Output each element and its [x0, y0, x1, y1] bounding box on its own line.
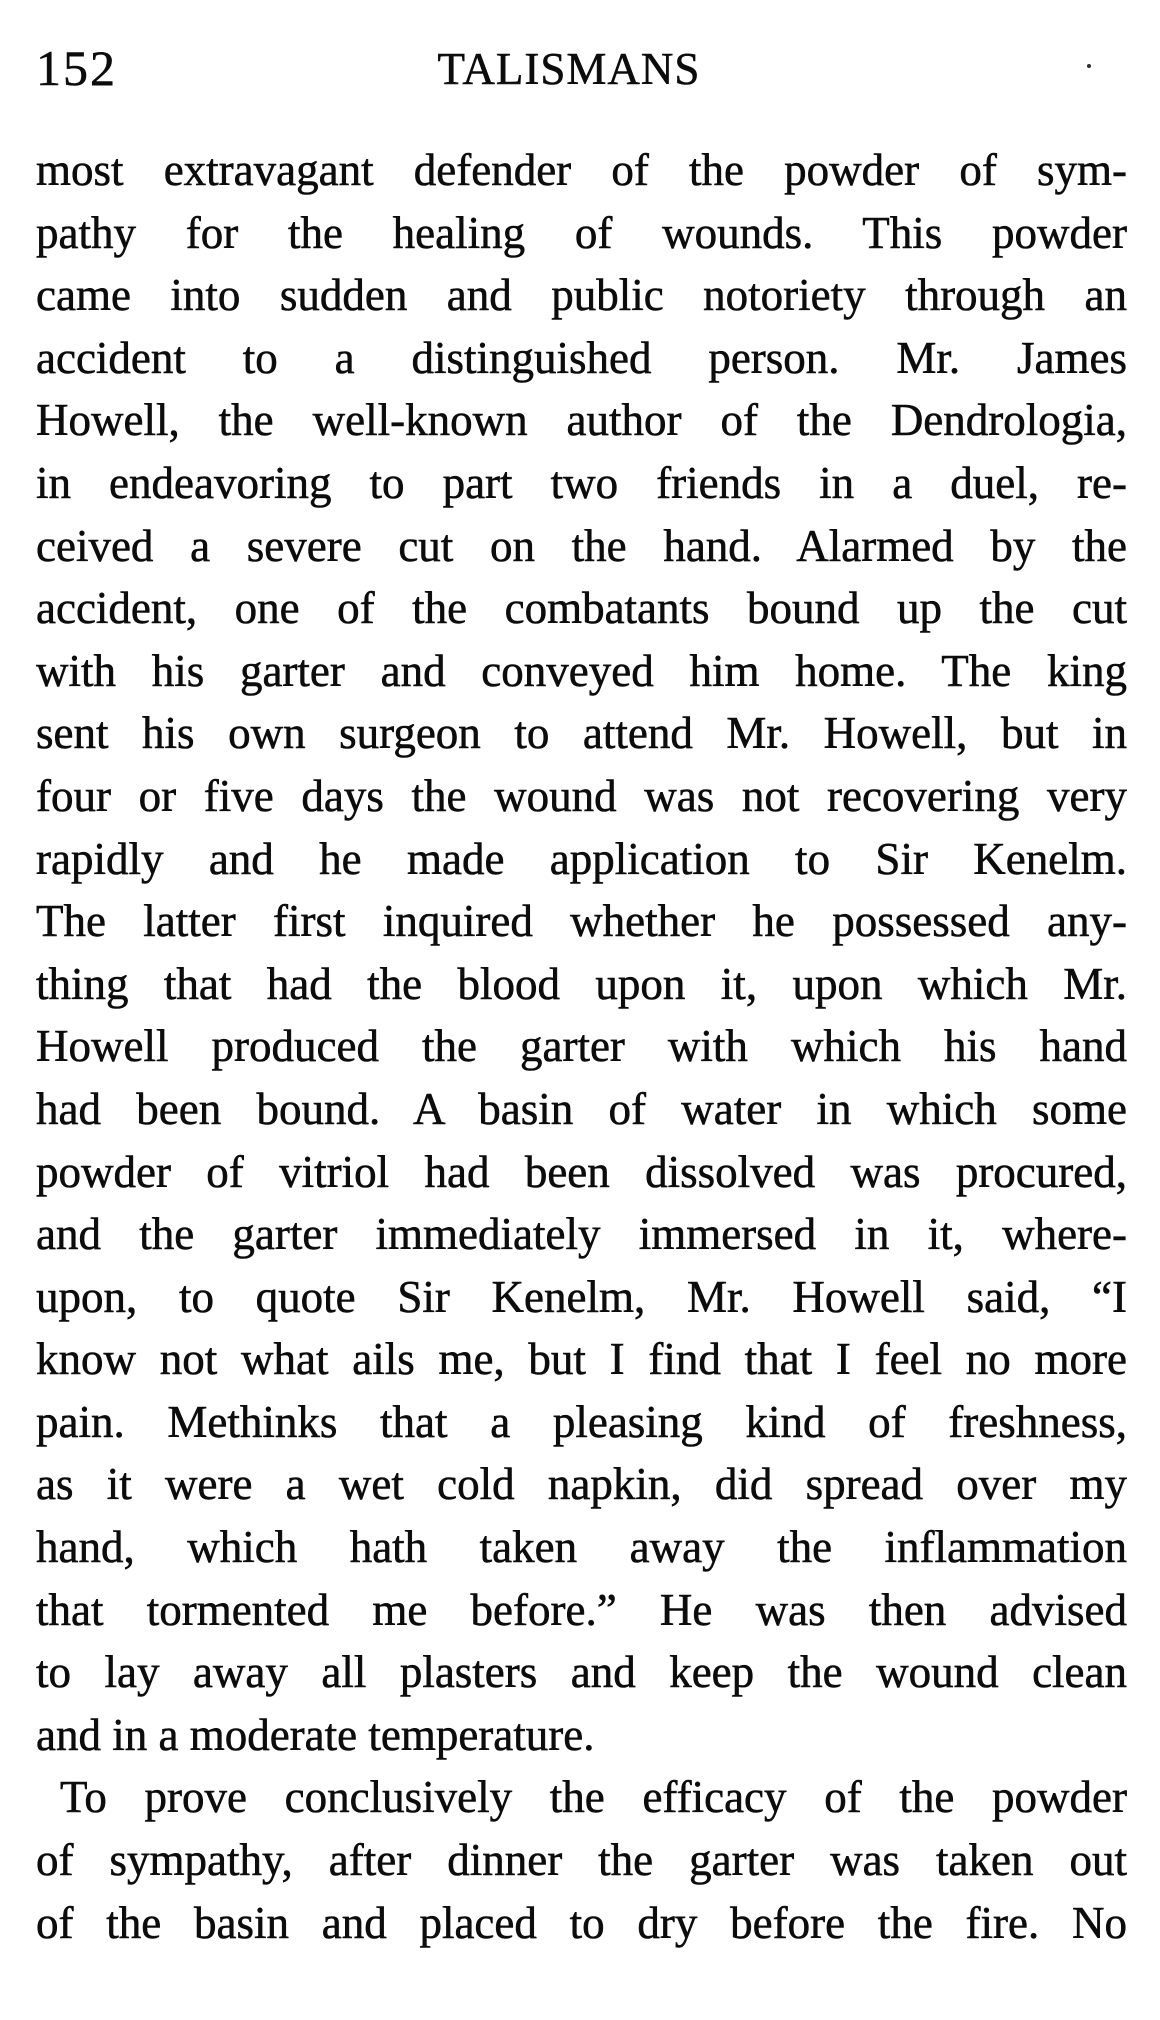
- text-line: The latter first inquired whether he possessed any-: [36, 896, 1127, 947]
- text-line: sent his own surgeon to attend Mr. Howell, but in: [36, 708, 1127, 759]
- text-line: rapidly and he made application to Sir Kenelm.: [36, 833, 1127, 884]
- text-line: pathy for the healing of wounds. This powder: [36, 207, 1127, 258]
- text-line: came into sudden and public notoriety through an: [36, 270, 1127, 321]
- ink-speck: [1087, 64, 1091, 68]
- text-line: with his garter and conveyed him home. The king: [36, 645, 1127, 696]
- text-line: upon, to quote Sir Kenelm, Mr. Howell said, “I: [36, 1271, 1127, 1322]
- text-line: of sympathy, after dinner the garter was taken out: [36, 1835, 1127, 1886]
- text-line: pain. Methinks that a pleasing kind of freshness,: [36, 1396, 1127, 1447]
- text-line: accident, one of the combatants bound up the cut: [36, 583, 1127, 634]
- text-line: know not what ails me, but I find that I feel no more: [36, 1334, 1127, 1385]
- text-line: powder of vitriol had been dissolved was procured,: [36, 1146, 1127, 1197]
- text-line: had been bound. A basin of water in which some: [36, 1083, 1127, 1134]
- text-line: to lay away all plasters and keep the wound clean: [36, 1647, 1127, 1698]
- text-line: as it were a wet cold napkin, did spread over my: [36, 1459, 1127, 1510]
- text-line: hand, which hath taken away the inflammation: [36, 1522, 1127, 1573]
- text-line: Howell, the well-known author of the Dendrologia,: [36, 395, 1127, 446]
- text-line: in endeavoring to part two friends in a duel, re-: [36, 457, 1127, 508]
- text-line: that tormented me before.” He was then advised: [36, 1584, 1127, 1635]
- text-line: thing that had the blood upon it, upon which Mr.: [36, 958, 1127, 1009]
- text-line: To prove conclusively the efficacy of the powder: [60, 1772, 1127, 1823]
- text-line: four or five days the wound was not recovering very: [36, 770, 1127, 821]
- text-line: ceived a severe cut on the hand. Alarmed by the: [36, 520, 1127, 571]
- page-number: 152: [36, 40, 117, 96]
- text-line: most extravagant defender of the powder of sym-: [36, 145, 1127, 195]
- text-line: Howell produced the garter with which his hand: [36, 1021, 1127, 1072]
- text-line: and in a moderate temperature.: [36, 1709, 595, 1760]
- text-line: accident to a distinguished person. Mr. James: [36, 332, 1127, 383]
- text-line: and the garter immediately immersed in it, where-: [36, 1209, 1127, 1260]
- body-text: [36, 139, 1127, 1954]
- running-title: TALISMANS: [437, 44, 701, 94]
- text-line: of the basin and placed to dry before the fire. No: [36, 1897, 1127, 1948]
